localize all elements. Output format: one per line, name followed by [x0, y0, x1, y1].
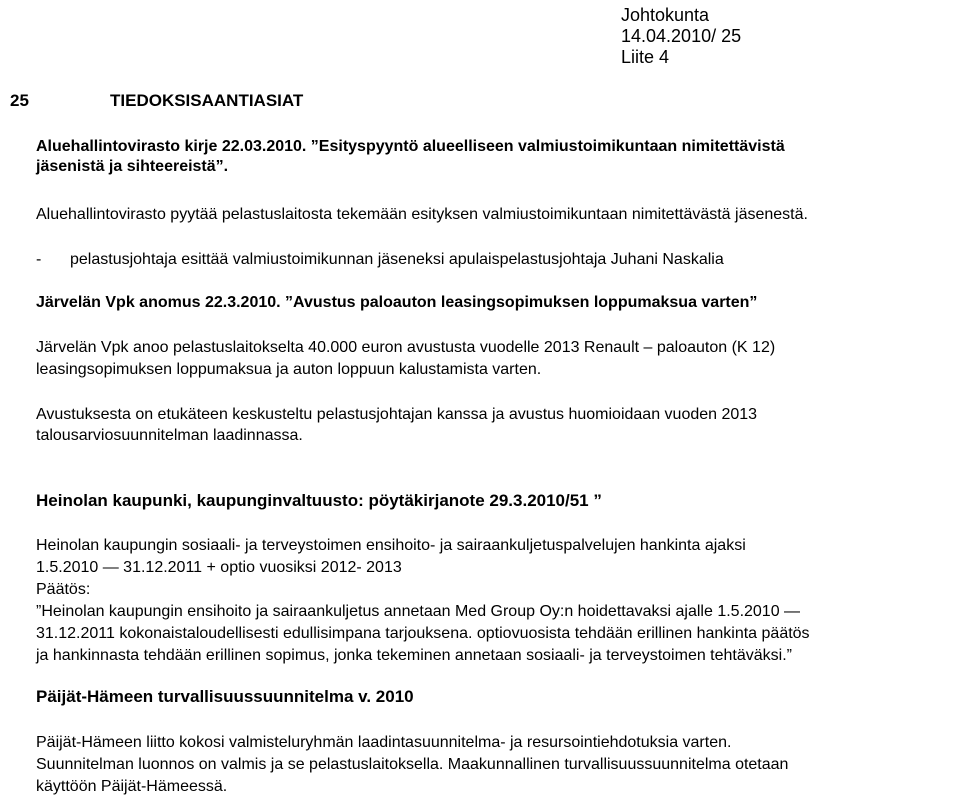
header-date-ref: 14.04.2010/ 25 — [621, 26, 742, 46]
item4-line1: Päijät-Hämeen liitto kokosi valmisteluryhmän laadintasuunnitelma- ja resursointiehdotuksia varten. — [36, 734, 732, 751]
section-number: 25 — [10, 91, 29, 110]
item3-line5: 31.12.2011 kokonaistaloudellisesti edullisimpana tarjouksena. optiovuosista tehdään erillinen hankinta päätös — [36, 625, 810, 642]
header-committee: Johtokunta — [621, 5, 710, 25]
item2-p1-line2: leasingsopimuksen loppumaksua ja auton loppuun kalustamista varten. — [36, 361, 542, 378]
item3-title: Heinolan kaupunki, kaupunginvaltuusto: pöytäkirjanote 29.3.2010/51 ” — [36, 491, 602, 510]
item4-title: Päijät-Hämeen turvallisuussuunnitelma v. 2010 — [36, 687, 414, 706]
item4-line3: käyttöön Päijät-Hämeessä. — [36, 778, 228, 795]
item1-bullet-text: pelastusjohtaja esittää valmiustoimikunnan jäseneksi apulaispelastusjohtaja Juhani Naskalia — [70, 251, 724, 268]
item4-line2: Suunnitelman luonnos on valmis ja se pelastuslaitoksella. Maakunnallinen turvallisuussuunnitelma otetaan — [36, 756, 789, 773]
header-attachment: Liite 4 — [621, 47, 670, 67]
item3-line4: ”Heinolan kaupungin ensihoito ja sairaankuljetus annetaan Med Group Oy:n hoidettavaksi ajalle 1.5.2010 — — [36, 603, 801, 620]
item2-title: Järvelän Vpk anomus 22.3.2010. ”Avustus paloauton leasingsopimuksen loppumaksua varten” — [36, 294, 758, 311]
item1-bullet-dash: - — [36, 251, 42, 268]
document-header — [621, 5, 741, 68]
section-title: TIEDOKSISAANTIASIAT — [110, 91, 304, 110]
item2-p2-line2: talousarviosuunnitelman laadinnassa. — [36, 427, 303, 444]
item3-line2: 1.5.2010 — 31.12.2011 + optio vuosiksi 2012- 2013 — [36, 559, 402, 576]
item2-p1-line1: Järvelän Vpk anoo pelastuslaitokselta 40.000 euron avustusta vuodelle 2013 Renault – paloauton (K 12) — [36, 339, 776, 356]
item1-body: Aluehallintovirasto pyytää pelastuslaitosta tekemään esityksen valmiustoimikuntaan nimitettävästä jäsenestä. — [36, 206, 808, 223]
item1-title-line1: Aluehallintovirasto kirje 22.03.2010. ”Esityspyyntö alueelliseen valmiustoimikuntaan nimitettävistä — [36, 138, 785, 155]
item1-title-line2: jäsenistä ja sihteereistä”. — [36, 158, 229, 175]
item3-line1: Heinolan kaupungin sosiaali- ja terveystoimen ensihoito- ja sairaankuljetuspalvelujen hankinta ajaksi — [36, 537, 746, 554]
item3-decision-label: Päätös: — [36, 581, 91, 598]
item2-p2-line1: Avustuksesta on etukäteen keskusteltu pelastusjohtajan kanssa ja avustus huomioidaan vuoden 2013 — [36, 406, 758, 423]
item3-line6: ja hankinnasta tehdään erillinen sopimus, jonka tekeminen annetaan sosiaali- ja terveystoimen tehtäväksi.” — [36, 647, 792, 664]
